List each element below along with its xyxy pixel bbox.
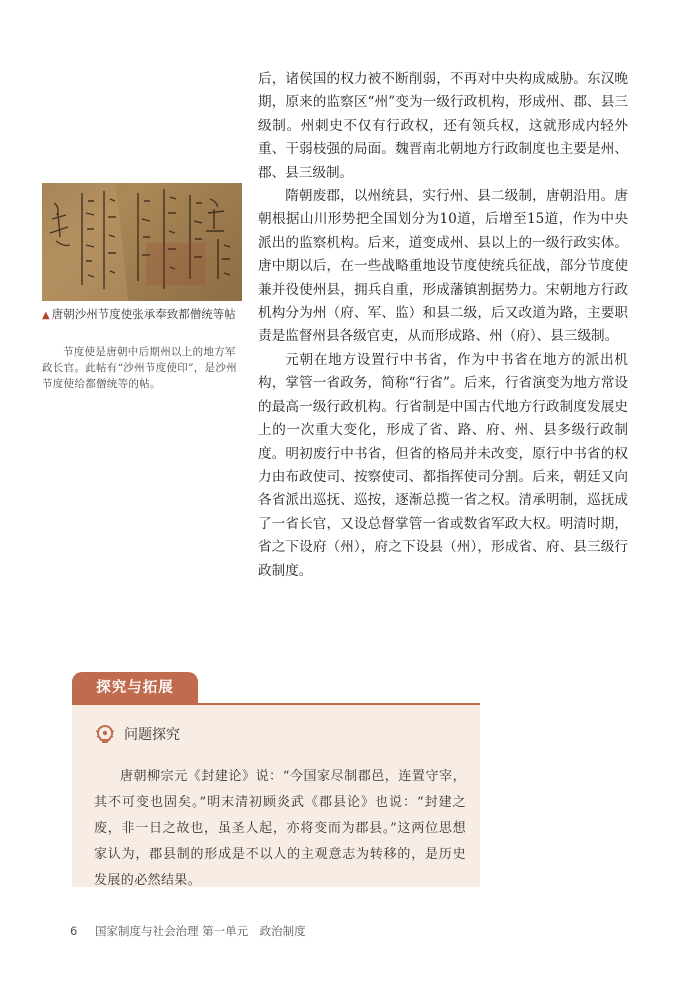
manuscript-image [42, 183, 242, 301]
inquiry-text: 唐朝柳宗元《封建论》说：“今国家尽制郡邑，连置守宰，其不可变也固矣。”明末清初顾炎武《郡县论》也说：“封建之废，非一日之故也，虽圣人起，亦将变而为郡县。”这两位思想家认为，郡县制的形成是不以人的主观意志为转移的，是历史发展的必然结果。 [94, 769, 466, 888]
page-number: 6 [70, 924, 78, 938]
inquiry-header [94, 722, 180, 746]
main-text [258, 68, 628, 583]
explore-tab: 探究与拓展 [72, 672, 198, 704]
book-title: 国家制度与社会治理 [94, 924, 199, 938]
unit-title: 第一单元 政治制度 [202, 924, 306, 938]
figure-note: 节度使是唐朝中后期州以上的地方军政长官。此帖有“沙州节度使印”，是沙州节度使给都僧统等的帖。 [42, 346, 237, 390]
paragraph-2: 隋朝废郡，以州统县，实行州、县二级制，唐朝沿用。唐朝根据山川形势把全国划分为10道，后增至15道，作为中央派出的监察机构。后来，道变成州、县以上的一级行政实体。唐中期以后，在一些战略重地设节度使统兵征战，部分节度使兼并役使州县，拥兵自重，形成藩镇割据势力。宋朝地方行政机构分为州（府、军、监）和县二级，后又改道为路，主要职责是监督州县各级官吏，从而形成路、州（府）、县三级制。 [258, 188, 628, 345]
figure-caption [42, 306, 246, 324]
manuscript-illustration [42, 183, 242, 301]
inquiry-title: 问题探究 [124, 727, 180, 743]
paragraph-1: 后，诸侯国的权力被不断削弱，不再对中央构成威胁。东汉晚期，原来的监察区“州”变为一级行政机构，形成州、郡、县三级制。州刺史不仅有行政权，还有领兵权，这就形成内轻外重、干弱枝强的局面。魏晋南北朝地方行政制度也主要是州、郡、县三级制。 [258, 71, 628, 181]
figure-caption-text: 唐朝沙州节度使张承奉致都僧统等帖 [51, 307, 236, 321]
page-footer [70, 923, 306, 939]
inquiry-icon [94, 723, 116, 745]
triangle-icon: ▲ [42, 310, 50, 321]
paragraph-3: 元朝在地方设置行中书省，作为中书省在地方的派出机构，掌管一省政务，简称“行省”。后来，行省演变为地方常设的最高一级行政机构。行省制是中国古代地方行政制度发展史上的一次重大变化，形成了省、路、府、州、县多级行政制度。明初废行中书省，但省的格局并未改变，原行中书省的权力由布政使司、按察使司、都指挥使司分割。后来，朝廷又向各省派出巡抚、巡按，逐渐总揽一省之权。清承明制，巡抚成了一省长官，又设总督掌管一省或数省军政大权。明清时期，省之下设府（州），府之下设县（州），形成省、府、县三级行政制度。 [258, 351, 628, 579]
